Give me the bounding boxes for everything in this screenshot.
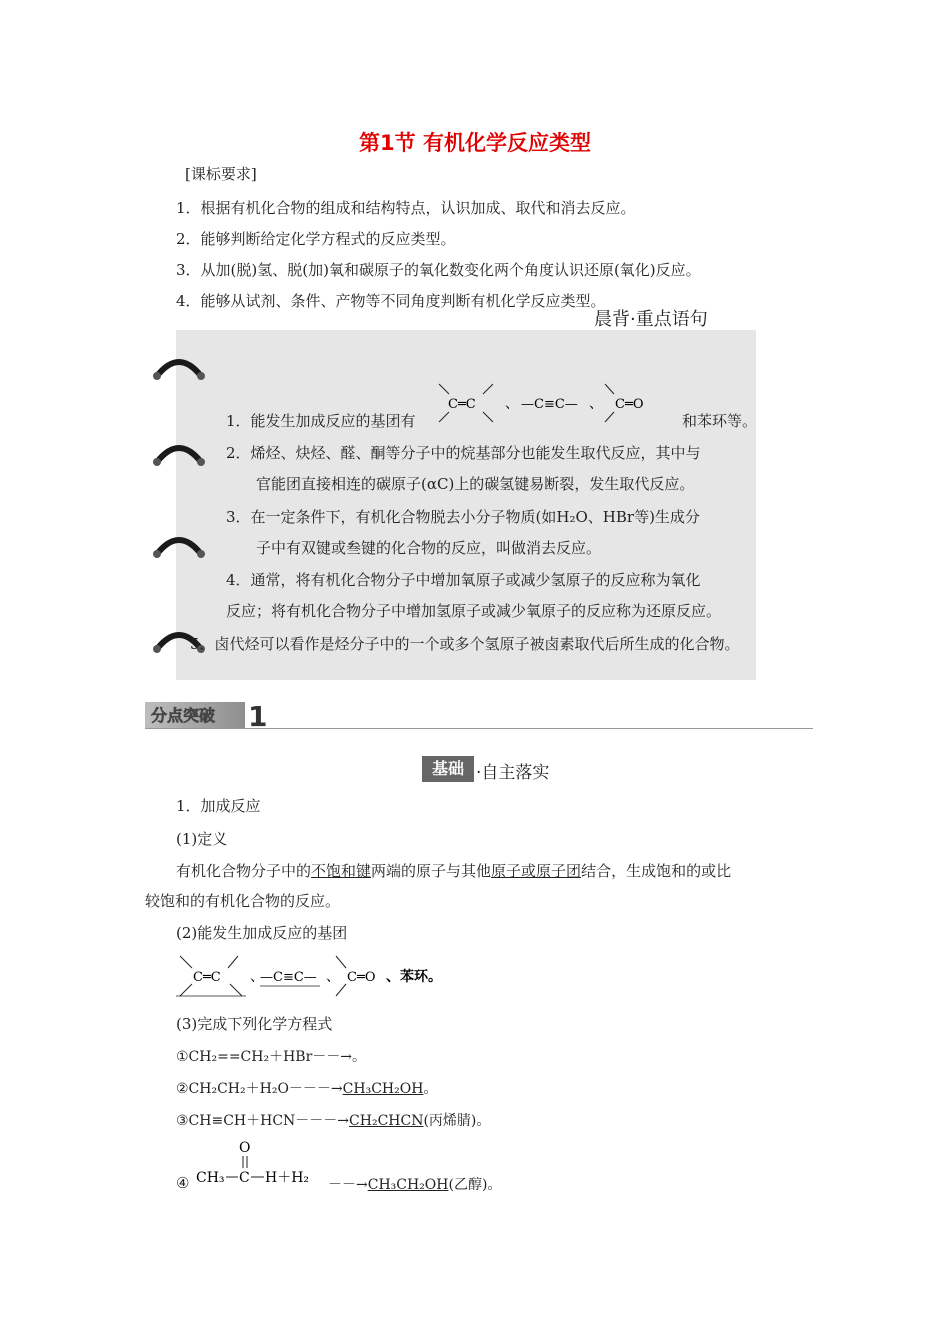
binder-ring-icon	[151, 530, 207, 570]
key-point-5: 5．卤代烃可以看作是烃分子中的一个或多个氢原子被卤素取代后所生成的化合物。	[190, 635, 740, 653]
svg-text:C═C: C═C	[193, 970, 221, 985]
equation-1: ①CH₂==CH₂＋HBr－－→。	[176, 1049, 366, 1065]
svg-text:、: 、	[326, 969, 340, 985]
section-banner	[145, 700, 275, 729]
section-banner-number: 1	[248, 700, 268, 729]
svg-text:C: C	[239, 1170, 250, 1186]
svg-text:、: 、	[589, 396, 603, 412]
equation-2: ②CH₂CH₂＋H₂O－－－→CH₃CH₂OH。	[176, 1081, 438, 1097]
key-point-1: 1．能发生加成反应的基团有	[226, 412, 416, 430]
svg-text:、: 、	[505, 396, 519, 412]
svg-text:═O: ═O	[357, 970, 376, 985]
key-point-2: 2．烯烃、炔烃、醛、酮等分子中的烷基部分也能发生取代反应，其中与	[226, 444, 701, 462]
definition-line-1: 有机化合物分子中的不饱和键两端的原子与其他原子或原子团结合，生成饱和的或比	[176, 862, 732, 880]
svg-text:—C≡C—: —C≡C—	[260, 970, 317, 985]
svg-text:H＋H₂: H＋H₂	[265, 1170, 310, 1186]
groups-heading: (2)能发生加成反应的基团	[176, 924, 348, 942]
c-eq-c-group: C═C	[448, 397, 476, 412]
acetaldehyde-structure	[194, 1136, 324, 1192]
section-divider	[145, 728, 813, 729]
equations-heading: (3)完成下列化学方程式	[176, 1015, 333, 1033]
requirements-heading: [课标要求]	[185, 165, 257, 183]
svg-text:、: 、	[250, 969, 264, 985]
svg-text:═O: ═O	[625, 397, 644, 412]
groups-structures	[176, 952, 466, 1000]
key-point-4: 4．通常，将有机化合物分子中增加氧原子或减少氢原子的反应称为氧化	[226, 571, 701, 589]
subheader-text: ·自主落实	[476, 763, 550, 783]
requirement-item: 2．能够判断给定化学方程式的反应类型。	[176, 230, 456, 248]
page-title: 第1节 有机化学反应类型	[359, 131, 591, 155]
definition-heading: (1)定义	[176, 830, 228, 848]
content-heading-1: 1．加成反应	[176, 797, 261, 815]
binder-ring-icon	[151, 438, 207, 478]
c-eq-o-group: C	[615, 397, 625, 412]
svg-text:O: O	[239, 1140, 251, 1156]
equation-3: ③CH≡CH＋HCN－－－→CH₂CHCN(丙烯腈)。	[176, 1113, 491, 1129]
key-point-3: 3．在一定条件下，有机化合物脱去小分子物质(如H₂O、HBr等)生成分	[226, 508, 700, 526]
section-banner-label: 分点突破	[151, 706, 216, 725]
jichu-tag: 基础	[422, 756, 474, 782]
c-triple-c-group: —C≡C—	[521, 397, 578, 412]
definition-line-2: 较饱和的有机化合物的反应。	[145, 892, 341, 910]
requirement-item: 3．从加(脱)氢、脱(加)氧和碳原子的氧化数变化两个角度认识还原(氧化)反应。	[176, 261, 701, 279]
equation-4-number: ④	[176, 1174, 190, 1192]
functional-groups-diagram	[433, 380, 713, 426]
binder-ring-icon	[151, 352, 207, 392]
key-point-1-tail: 和苯环等。	[682, 412, 758, 430]
equation-4-rest: －－→CH₃CH₂OH(乙醇)。	[328, 1177, 502, 1193]
key-points-title: 晨背·重点语句	[594, 309, 708, 330]
svg-text:、苯环。: 、苯环。	[386, 969, 442, 985]
svg-text:C: C	[347, 970, 357, 985]
key-point-3-cont: 子中有双键或叁键的化合物的反应，叫做消去反应。	[256, 539, 602, 557]
key-point-4-cont: 反应；将有机化合物分子中增加氢原子或减少氧原子的反应称为还原反应。	[226, 602, 722, 620]
requirement-item: 4．能够从试剂、条件、产物等不同角度判断有机化学反应类型。	[176, 292, 606, 310]
key-point-2-cont: 官能团直接相连的碳原子(αC)上的碳氢键易断裂，发生取代反应。	[256, 475, 695, 493]
svg-text:CH₃: CH₃	[196, 1170, 225, 1186]
requirement-item: 1．根据有机化合物的组成和结构特点，认识加成、取代和消去反应。	[176, 199, 636, 217]
